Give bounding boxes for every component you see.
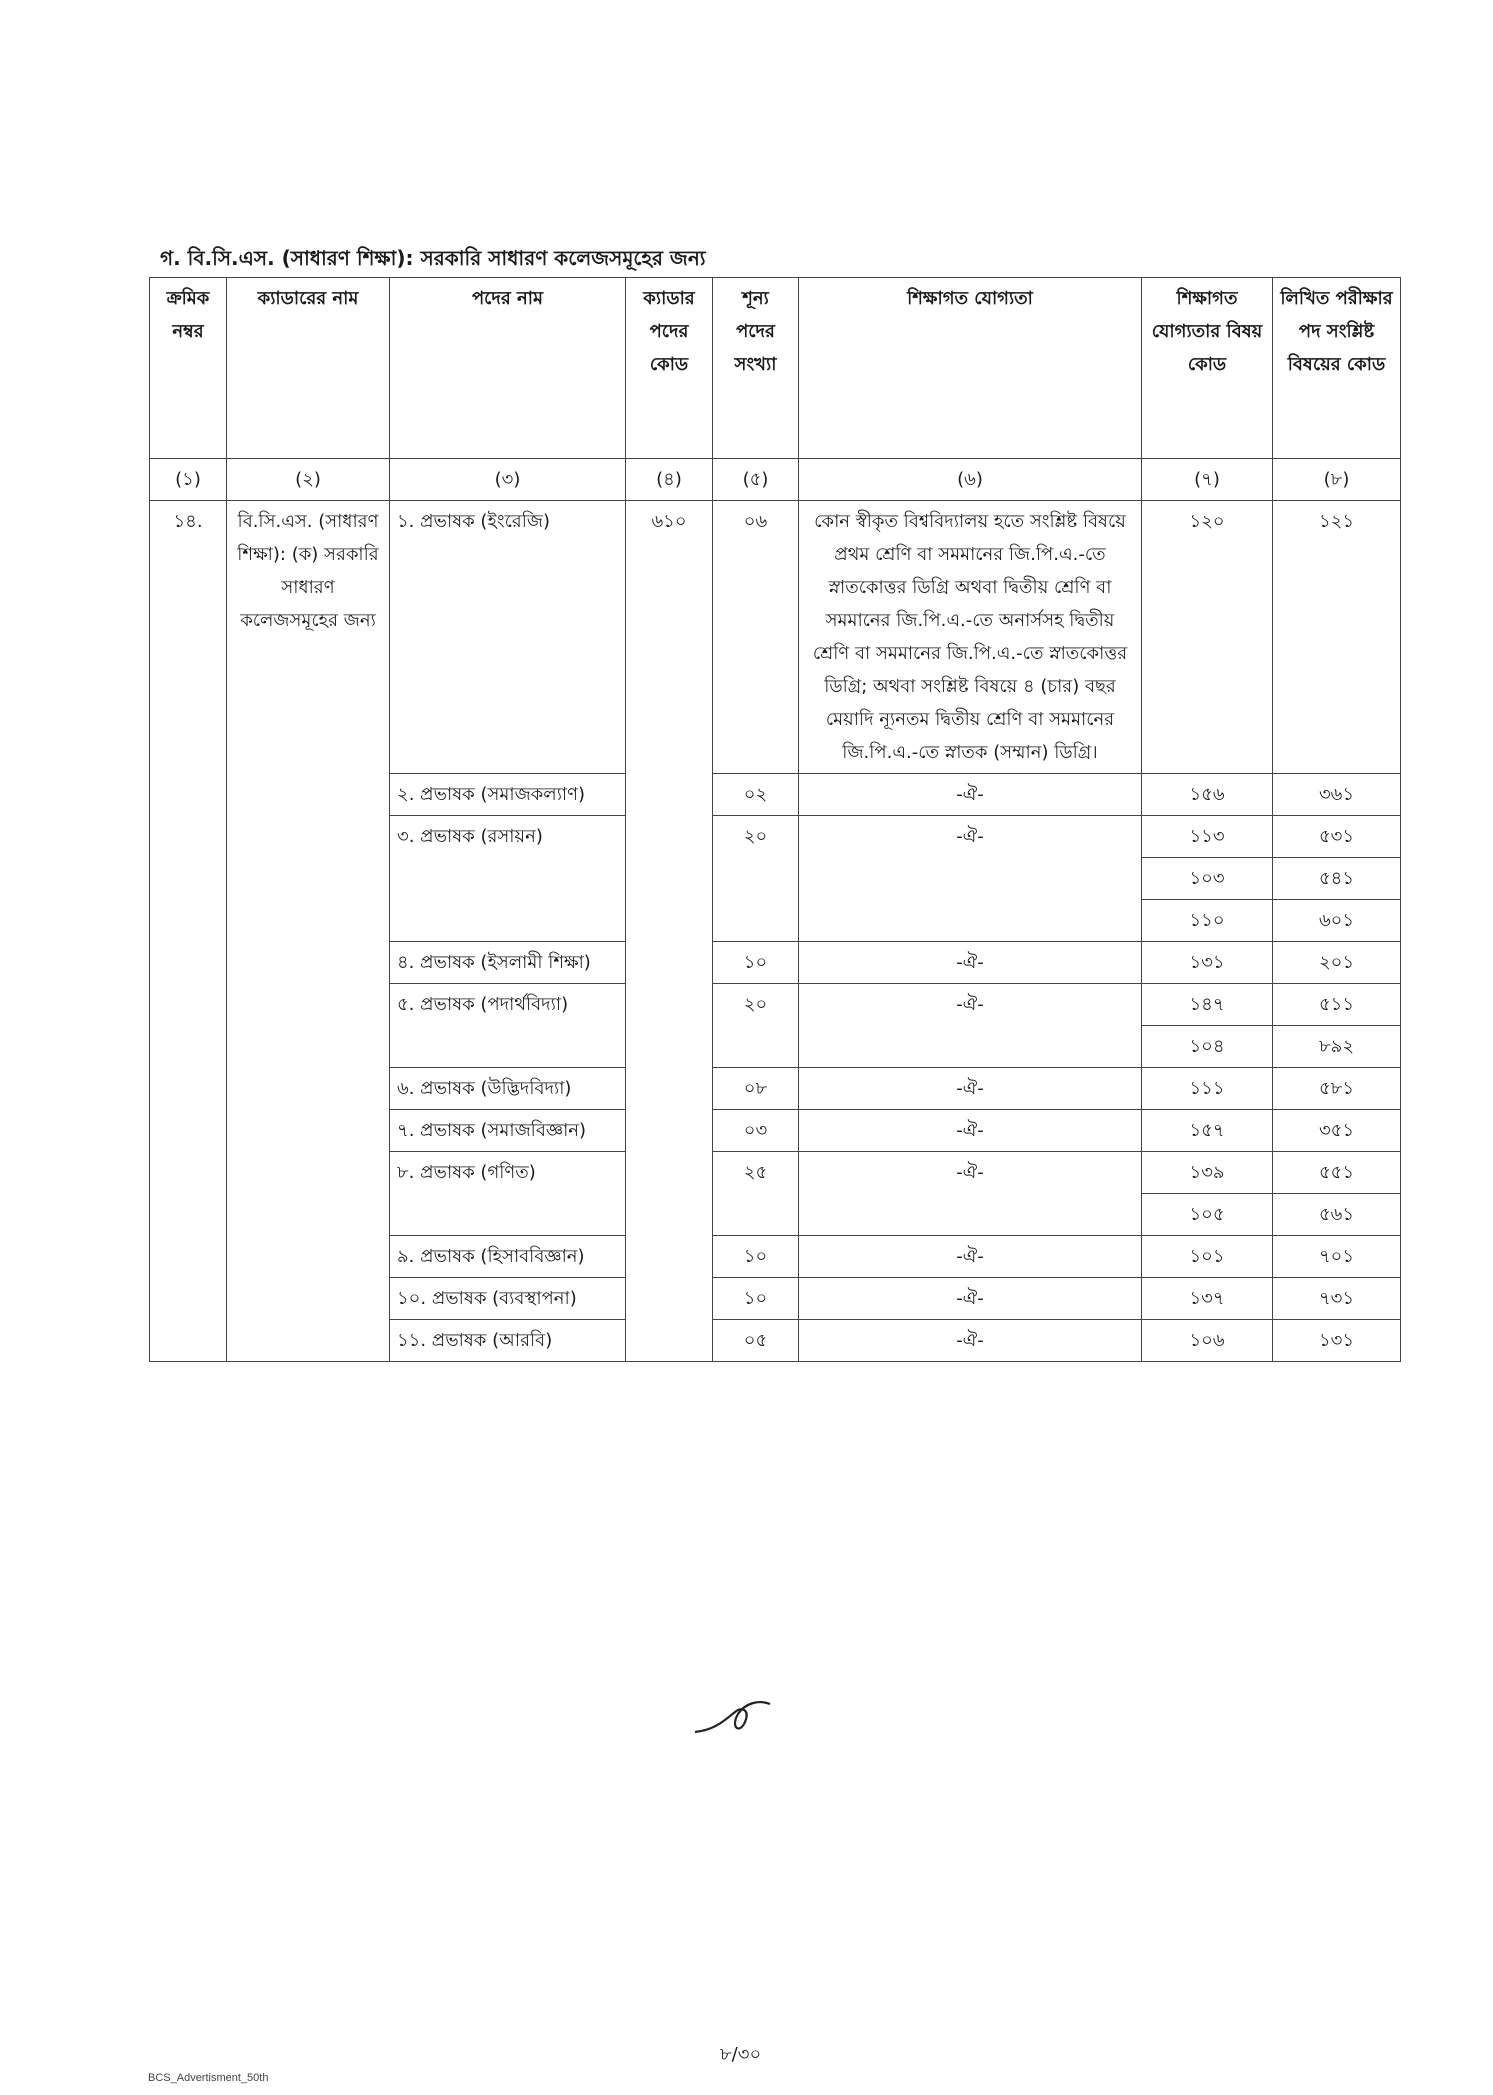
vacancy-count: ০৫ bbox=[713, 1320, 799, 1362]
post-name: ৮. প্রভাষক (গণিত) bbox=[390, 1152, 626, 1236]
subject-code: ১০১ bbox=[1142, 1236, 1273, 1278]
cadre-code: ৬১০ bbox=[626, 501, 713, 1362]
header-vacancy: শূন্য পদের সংখ্যা bbox=[713, 278, 799, 459]
vacancy-count: ১০ bbox=[713, 1236, 799, 1278]
qualification-ditto: -ঐ- bbox=[799, 942, 1142, 984]
qualification-ditto: -ঐ- bbox=[799, 1320, 1142, 1362]
page-number: ৮/৩০ bbox=[720, 2044, 762, 2065]
qualification-text: কোন স্বীকৃত বিশ্ববিদ্যালয় হতে সংশ্লিষ্ট বিষয়ে প্রথম শ্রেণি বা সমমানের জি.পি.এ.-তে স্নাতকোত্তর ডিগ্রি অথবা দ্বিতীয় শ্রেণি বা সমমানের জি.পি.এ.-তে অনার্সসহ দ্বিতীয় শ্রেণি বা সমমানের জি.পি.এ.-তে স্নাতকোত্তর ডিগ্রি; অথবা সংশ্লিষ্ট বিষয়ে ৪ (চার) বছর মেয়াদি ন্যূনতম দ্বিতীয় শ্রেণি বা সমমানের জি.পি.এ.-তে স্নাতক (সম্মান) ডিগ্রি। bbox=[799, 501, 1142, 774]
header-post-name: পদের নাম bbox=[390, 278, 626, 459]
qualification-ditto: -ঐ- bbox=[799, 1152, 1142, 1236]
written-exam-code: ৭৩১ bbox=[1273, 1278, 1401, 1320]
vacancy-count: ০৬ bbox=[713, 501, 799, 774]
vacancy-table bbox=[149, 277, 1401, 1362]
header-serial: ক্রমিক নম্বর bbox=[150, 278, 227, 459]
header-row bbox=[150, 278, 1401, 459]
subject-code: ১৩৭ bbox=[1142, 1278, 1273, 1320]
subject-code: ১১৩ bbox=[1142, 816, 1273, 858]
post-name: ৫. প্রভাষক (পদার্থবিদ্যা) bbox=[390, 984, 626, 1068]
vacancy-count: ০২ bbox=[713, 774, 799, 816]
post-name: ১০. প্রভাষক (ব্যবস্থাপনা) bbox=[390, 1278, 626, 1320]
header-qualification: শিক্ষাগত যোগ্যতা bbox=[799, 278, 1142, 459]
header-subject-code: শিক্ষাগত যোগ্যতার বিষয় কোড bbox=[1142, 278, 1273, 459]
column-number-row bbox=[150, 459, 1401, 501]
subject-code: ১০৫ bbox=[1142, 1194, 1273, 1236]
post-name: ১১. প্রভাষক (আরবি) bbox=[390, 1320, 626, 1362]
vacancy-count: ২০ bbox=[713, 816, 799, 942]
written-exam-code: ৫৩১ bbox=[1273, 816, 1401, 858]
subject-code: ১১১ bbox=[1142, 1068, 1273, 1110]
qualification-ditto: -ঐ- bbox=[799, 1236, 1142, 1278]
written-exam-code: ৬০১ bbox=[1273, 900, 1401, 942]
subject-code: ১৩১ bbox=[1142, 942, 1273, 984]
column-number: (৩) bbox=[390, 459, 626, 501]
footer-filename: BCS_Advertisment_50th bbox=[148, 2072, 269, 2084]
header-written-code: লিখিত পরীক্ষার পদ সংশ্লিষ্ট বিষয়ের কোড bbox=[1273, 278, 1401, 459]
post-name: ৩. প্রভাষক (রসায়ন) bbox=[390, 816, 626, 942]
header-cadre-name: ক্যাডারের নাম bbox=[227, 278, 390, 459]
written-exam-code: ৫৮১ bbox=[1273, 1068, 1401, 1110]
subject-code: ১০৬ bbox=[1142, 1320, 1273, 1362]
written-exam-code: ২০১ bbox=[1273, 942, 1401, 984]
qualification-ditto: -ঐ- bbox=[799, 774, 1142, 816]
column-number: (৮) bbox=[1273, 459, 1401, 501]
subject-code: ১৫৭ bbox=[1142, 1110, 1273, 1152]
written-exam-code: ১২১ bbox=[1273, 501, 1401, 774]
subject-code: ১০৪ bbox=[1142, 1026, 1273, 1068]
table-row bbox=[150, 501, 1401, 774]
column-number: (১) bbox=[150, 459, 227, 501]
cadre-name: বি.সি.এস. (সাধারণ শিক্ষা): (ক) সরকারি সাধারণ কলেজসমূহের জন্য bbox=[227, 501, 390, 1362]
written-exam-code: ৫১১ bbox=[1273, 984, 1401, 1026]
written-exam-code: ৮৯২ bbox=[1273, 1026, 1401, 1068]
subject-code: ১০৩ bbox=[1142, 858, 1273, 900]
qualification-ditto: -ঐ- bbox=[799, 1278, 1142, 1320]
vacancy-count: ০৩ bbox=[713, 1110, 799, 1152]
written-exam-code: ৫৪১ bbox=[1273, 858, 1401, 900]
post-name: ১. প্রভাষক (ইংরেজি) bbox=[390, 501, 626, 774]
vacancy-count: ২৫ bbox=[713, 1152, 799, 1236]
vacancy-count: ১০ bbox=[713, 1278, 799, 1320]
subject-code: ১৫৬ bbox=[1142, 774, 1273, 816]
column-number: (৫) bbox=[713, 459, 799, 501]
qualification-ditto: -ঐ- bbox=[799, 1110, 1142, 1152]
qualification-ditto: -ঐ- bbox=[799, 816, 1142, 942]
post-name: ২. প্রভাষক (সমাজকল্যাণ) bbox=[390, 774, 626, 816]
column-number: (৬) bbox=[799, 459, 1142, 501]
vacancy-count: ০৮ bbox=[713, 1068, 799, 1110]
post-name: ৭. প্রভাষক (সমাজবিজ্ঞান) bbox=[390, 1110, 626, 1152]
qualification-ditto: -ঐ- bbox=[799, 984, 1142, 1068]
signature bbox=[690, 1690, 780, 1750]
header-cadre-code: ক্যাডার পদের কোড bbox=[626, 278, 713, 459]
qualification-ditto: -ঐ- bbox=[799, 1068, 1142, 1110]
written-exam-code: ৩৬১ bbox=[1273, 774, 1401, 816]
written-exam-code: ১৩১ bbox=[1273, 1320, 1401, 1362]
subject-code: ১১০ bbox=[1142, 900, 1273, 942]
serial-number: ১৪. bbox=[150, 501, 227, 1362]
column-number: (২) bbox=[227, 459, 390, 501]
written-exam-code: ৫৫১ bbox=[1273, 1152, 1401, 1194]
subject-code: ১৪৭ bbox=[1142, 984, 1273, 1026]
vacancy-count: ১০ bbox=[713, 942, 799, 984]
post-name: ৯. প্রভাষক (হিসাববিজ্ঞান) bbox=[390, 1236, 626, 1278]
written-exam-code: ৭০১ bbox=[1273, 1236, 1401, 1278]
written-exam-code: ৩৫১ bbox=[1273, 1110, 1401, 1152]
post-name: ৬. প্রভাষক (উদ্ভিদবিদ্যা) bbox=[390, 1068, 626, 1110]
written-exam-code: ৫৬১ bbox=[1273, 1194, 1401, 1236]
column-number: (৪) bbox=[626, 459, 713, 501]
page-heading: গ. বি.সি.এস. (সাধারণ শিক্ষা): সরকারি সাধারণ কলেজসমূহের জন্য bbox=[160, 246, 706, 270]
subject-code: ১২০ bbox=[1142, 501, 1273, 774]
subject-code: ১৩৯ bbox=[1142, 1152, 1273, 1194]
post-name: ৪. প্রভাষক (ইসলামী শিক্ষা) bbox=[390, 942, 626, 984]
column-number: (৭) bbox=[1142, 459, 1273, 501]
vacancy-count: ২০ bbox=[713, 984, 799, 1068]
